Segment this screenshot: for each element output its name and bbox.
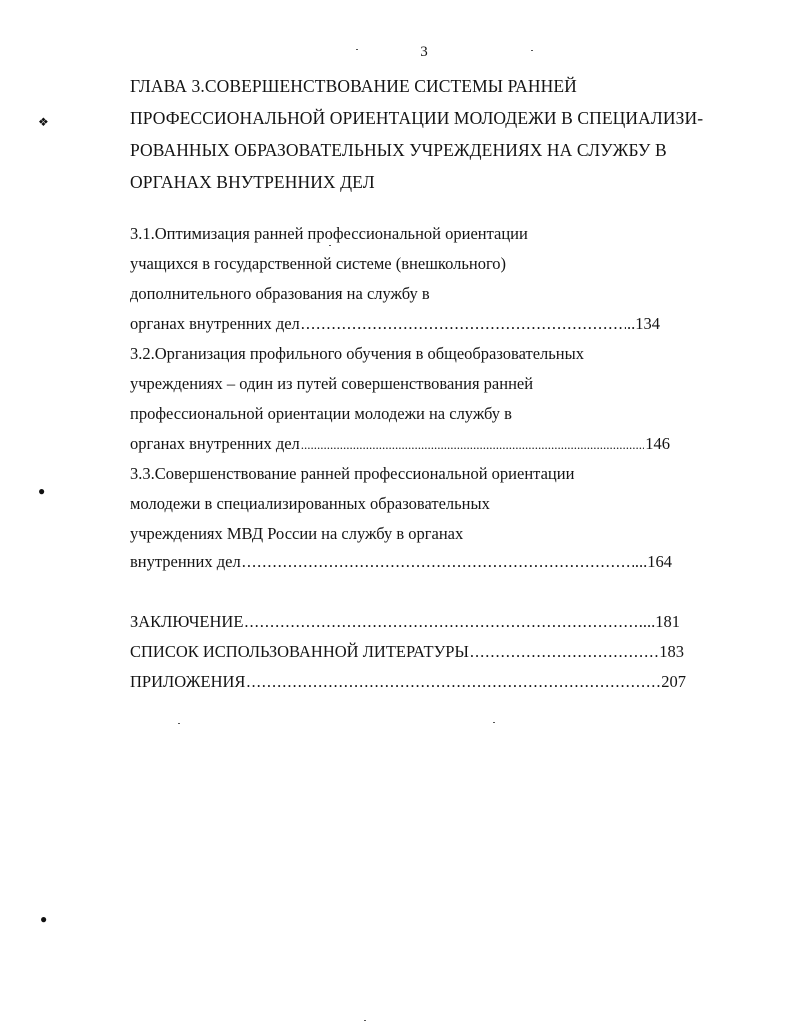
toc-entry-page: 146 (645, 434, 670, 453)
toc-bibliography-entry (130, 641, 684, 663)
scan-mark: ● (40, 912, 48, 926)
toc-appendices-entry (130, 671, 686, 693)
toc-section-3-3-line-3: учреждениях МВД России на службу в органах (130, 524, 464, 543)
scan-mark: ❖ (38, 115, 49, 129)
toc-entry-label: органах внутренних дел (130, 314, 300, 333)
toc-section-3-1-line-3: дополнительного образования на службу в (130, 284, 430, 303)
toc-section-3-3-line-1: 3.3.Совершенствование ранней профессиональной ориентации (130, 464, 575, 483)
toc-section-3-3-line-2: молодежи в специализированных образовательных (130, 494, 490, 513)
dot-leader (469, 641, 658, 663)
scan-speck (531, 50, 533, 51)
toc-entry-page: 183 (659, 642, 684, 661)
toc-entry-label: органах внутренних дел (130, 434, 300, 453)
dot-leader (243, 611, 637, 633)
scan-speck (329, 245, 331, 246)
toc-section-3-1-line-2: учащихся в государственной системе (внешкольного) (130, 254, 507, 273)
scan-speck (178, 723, 180, 724)
scan-speck (356, 49, 358, 50)
dot-leader (241, 551, 634, 573)
toc-conclusion-entry (130, 611, 680, 633)
chapter-heading (130, 70, 740, 198)
toc-section-3-1-line-1: 3.1.Оптимизация ранней профессиональной ориентации (130, 224, 528, 243)
toc-entry-page: 207 (661, 672, 686, 691)
scan-speck (493, 722, 495, 723)
chapter-heading-line: РОВАННЫХ ОБРАЗОВАТЕЛЬНЫХ УЧРЕЖДЕНИЯХ НА СЛУЖБУ В (130, 140, 667, 160)
toc-section-3-2-line-2: учреждениях – один из путей совершенствования ранней (130, 374, 534, 393)
toc-entry-label: ЗАКЛЮЧЕНИЕ (130, 612, 244, 631)
dot-leader (300, 434, 644, 456)
toc-entry-label: внутренних дел (130, 552, 241, 571)
toc-section-3-2-line-3: профессиональной ориентации молодежи на службу в (130, 404, 512, 423)
scan-mark: ● (38, 484, 46, 498)
scan-speck (364, 1020, 366, 1021)
toc-section-3-2-entry (130, 433, 670, 456)
chapter-heading-line: ОРГАНАХ ВНУТРЕННИХ ДЕЛ (130, 172, 375, 192)
dot-leader (300, 313, 626, 335)
dot-leader (245, 671, 660, 693)
page-number: 3 (420, 44, 428, 60)
toc-entry-label: СПИСОК ИСПОЛЬЗОВАННОЙ ЛИТЕРАТУРЫ (130, 642, 469, 661)
toc-entry-page: ..134 (627, 314, 660, 333)
toc-section-3-2-line-1: 3.2.Организация профильного обучения в общеобразовательных (130, 344, 584, 363)
toc-entry-page: ....181 (638, 612, 680, 631)
chapter-heading-line: ГЛАВА 3.СОВЕРШЕНСТВОВАНИЕ СИСТЕМЫ РАННЕЙ (130, 76, 577, 96)
toc-section-3-3-entry (130, 551, 672, 573)
toc-section-3-1-entry (130, 313, 660, 335)
chapter-heading-line: ПРОФЕССИОНАЛЬНОЙ ОРИЕНТАЦИИ МОЛОДЕЖИ В СПЕЦИАЛИЗИ- (130, 108, 704, 128)
toc-entry-label: ПРИЛОЖЕНИЯ (130, 672, 246, 691)
toc-entry-page: ...164 (634, 552, 672, 571)
